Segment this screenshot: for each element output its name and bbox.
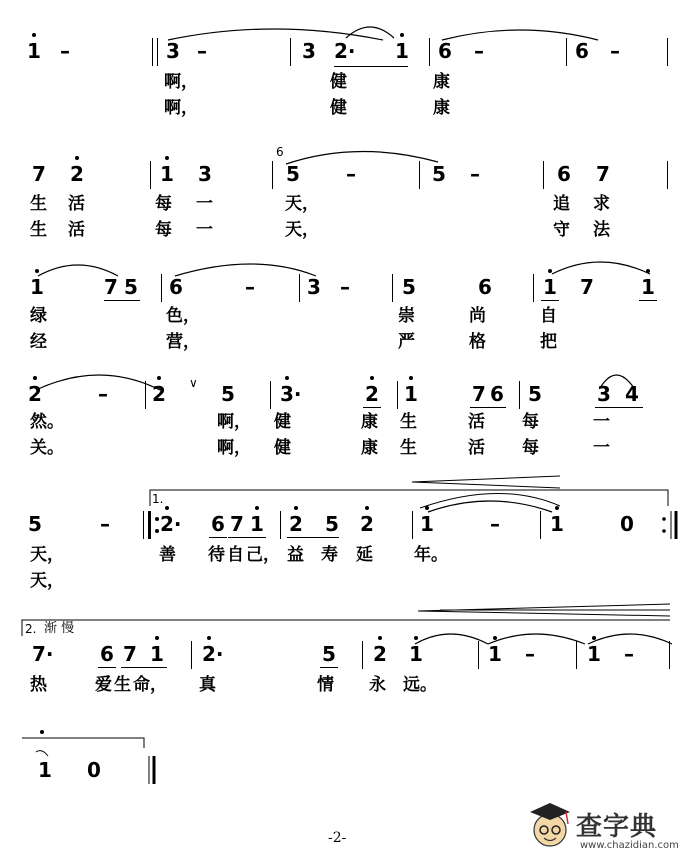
dash: – [624,642,634,666]
lyric: 己， [246,545,280,565]
octave-dot [592,636,596,640]
note: 3 [307,275,321,299]
dash: – [100,512,110,536]
note: 5 [528,382,542,406]
lyric: 营， [166,332,200,352]
octave-dot [165,156,169,160]
note: 4 [625,382,639,406]
barline [667,161,668,189]
dash: – [245,275,255,299]
barline [272,161,273,189]
octave-dot [32,33,36,37]
octave-dot [548,269,552,273]
note: 2 [28,382,42,406]
note: 3 [166,39,180,63]
mascot-icon [526,800,576,852]
tempo-marking: 渐 慢 [44,621,75,636]
lyric: 年。 [414,545,448,565]
note: 7 [104,275,118,299]
barline [540,511,541,539]
octave-dot [425,506,429,510]
barline [392,274,393,302]
lyric: 啊， [164,72,198,92]
octave-dot [75,156,79,160]
site-logo [526,800,686,856]
note: 7 [123,642,137,666]
lyric: 情 [317,675,334,695]
lyric: 康 [361,438,378,458]
note: 6 [490,382,504,406]
lyric: 自 [227,545,244,565]
lyric: 关。 [30,438,64,458]
octave-dot [365,506,369,510]
note: 6 [169,275,183,299]
note: 1 [641,275,655,299]
note: 2· [202,642,224,666]
octave-dot [285,376,289,380]
barline [478,641,479,669]
lyric: 真 [199,675,216,695]
lyric: 健 [330,98,347,118]
note: 0 [87,758,101,782]
note: 5 [322,642,336,666]
barline [290,38,291,66]
lyric: 啊， [217,438,251,458]
lyric: 健 [330,72,347,92]
note: 2· [334,39,356,63]
barline [519,381,520,409]
note: 7 [596,162,610,186]
lyric: 每 [155,220,172,240]
note: 1 [250,512,264,536]
note: 3 [597,382,611,406]
note: 1 [38,758,52,782]
note: 1 [27,39,41,63]
lyric: 绿 [30,306,47,326]
lyric: 一 [593,438,610,458]
note: 6 [211,512,225,536]
lyric: 生 [30,194,47,214]
dash: – [474,39,484,63]
lyric: 一 [196,220,213,240]
lyric: 天， [30,571,64,591]
barline [419,161,420,189]
octave-dot [157,376,161,380]
octave-dot [255,506,259,510]
lyric: 崇 [398,306,415,326]
barline [157,38,158,66]
octave-dot [35,269,39,273]
lyric: 热 [30,675,47,695]
note: 3 [198,162,212,186]
note: 7· [32,642,54,666]
octave-dot [378,636,382,640]
lyric: 活 [468,438,485,458]
dash: – [340,275,350,299]
dash: – [346,162,356,186]
dash: – [197,39,207,63]
note: 1 [550,512,564,536]
note: 1 [30,275,44,299]
dash: – [490,512,500,536]
lyric: 一 [593,412,610,432]
lyric: 永 [369,675,386,695]
note: 7 [32,162,46,186]
octave-dot [400,33,404,37]
note: 7 [230,512,244,536]
octave-dot [40,730,44,734]
barline [161,274,162,302]
note: 3 [302,39,316,63]
lyric: 待 [208,545,225,565]
note: 2 [365,382,379,406]
lyric: 命， [133,675,167,695]
lyric: 生 [114,675,131,695]
barline [191,641,192,669]
lyric: 尚 [469,306,486,326]
note: 5 [286,162,300,186]
note: 6 [100,642,114,666]
barline [280,511,281,539]
barline [566,38,567,66]
lyric: 生 [400,412,417,432]
lyric: 一 [196,194,213,214]
lyric: 法 [593,220,610,240]
lyric: 天， [30,545,64,565]
lyric: 远。 [403,675,437,695]
dash: – [98,382,108,406]
lyric: 啊， [217,412,251,432]
barline [148,511,151,539]
note: 5 [28,512,42,536]
lyric: 健 [274,438,291,458]
note: 2 [70,162,84,186]
barline [412,511,413,539]
lyric: 啊， [164,98,198,118]
volta-label: 1. [152,492,164,506]
octave-dot [294,506,298,510]
lyric: 每 [155,194,172,214]
octave-dot [370,376,374,380]
barline [397,381,398,409]
note: 6 [478,275,492,299]
lyric: 每 [522,412,539,432]
lyric: 严 [398,332,415,352]
lyric: 延 [356,545,373,565]
note: 6 [438,39,452,63]
barline [150,161,151,189]
note: 1 [150,642,164,666]
lyric: 天， [285,220,319,240]
note: 2 [152,382,166,406]
note: 0 [620,512,634,536]
note: 1 [420,512,434,536]
note: 1 [395,39,409,63]
note: 5 [325,512,339,536]
barline [543,161,544,189]
note: 2 [289,512,303,536]
barline [576,641,577,669]
lyric: 康 [433,98,450,118]
barline [667,38,668,66]
note: 7 [580,275,594,299]
lyric: 把 [540,332,557,352]
lyric: 格 [469,332,486,352]
barline [362,641,363,669]
note: 5 [432,162,446,186]
note: 1 [160,162,174,186]
note: 1 [409,642,423,666]
barline [299,274,300,302]
note: 3· [280,382,302,406]
barline [429,38,430,66]
octave-dot [33,376,37,380]
octave-dot [555,506,559,510]
note: 1 [488,642,502,666]
barline [669,641,670,669]
barline [270,381,271,409]
note: 5 [124,275,138,299]
note: 2· [160,512,182,536]
note: 1 [543,275,557,299]
note: 1 [587,642,601,666]
lyric: 自 [540,306,557,326]
lyric: 守 [553,220,570,240]
octave-dot [493,636,497,640]
lyric: 康 [433,72,450,92]
barline [143,511,144,539]
note: 2 [360,512,374,536]
lyric: 追 [553,194,570,214]
note: 6 [557,162,571,186]
lyric: 善 [159,545,176,565]
page-number: -2- [328,830,347,846]
brand-name: 查字典 [576,812,658,842]
lyric: 每 [522,438,539,458]
octave-dot [207,636,211,640]
octave-dot [414,636,418,640]
lyric: 康 [361,412,378,432]
lyric: 生 [30,220,47,240]
note: 7 [472,382,486,406]
note: 2 [373,642,387,666]
lyric: 求 [593,194,610,214]
note: 5 [221,382,235,406]
lyric: 活 [68,194,85,214]
barline [152,38,153,66]
octave-dot [409,376,413,380]
lyric: 益 [287,545,304,565]
dash: – [610,39,620,63]
barline [533,274,534,302]
lyric: 经 [30,332,47,352]
lyric: 健 [274,412,291,432]
dash: – [60,39,70,63]
barline [145,381,146,409]
breath-mark: ∨ [189,376,198,390]
grace-note: 6 [276,145,284,159]
brand-url: www.chazidian.com [580,840,679,851]
octave-dot [646,269,650,273]
lyric: 然。 [30,412,64,432]
volta-label: 2. [25,622,37,636]
lyric: 生 [400,438,417,458]
octave-dot [165,506,169,510]
lyric: 爱 [95,675,112,695]
octave-dot [155,636,159,640]
dash: – [470,162,480,186]
note: 1 [404,382,418,406]
lyric: 活 [468,412,485,432]
note: 5 [402,275,416,299]
dash: – [525,642,535,666]
lyric: 活 [68,220,85,240]
note: 6 [575,39,589,63]
lyric: 色， [166,306,200,326]
lyric: 天， [285,194,319,214]
lyric: 寿 [321,545,338,565]
